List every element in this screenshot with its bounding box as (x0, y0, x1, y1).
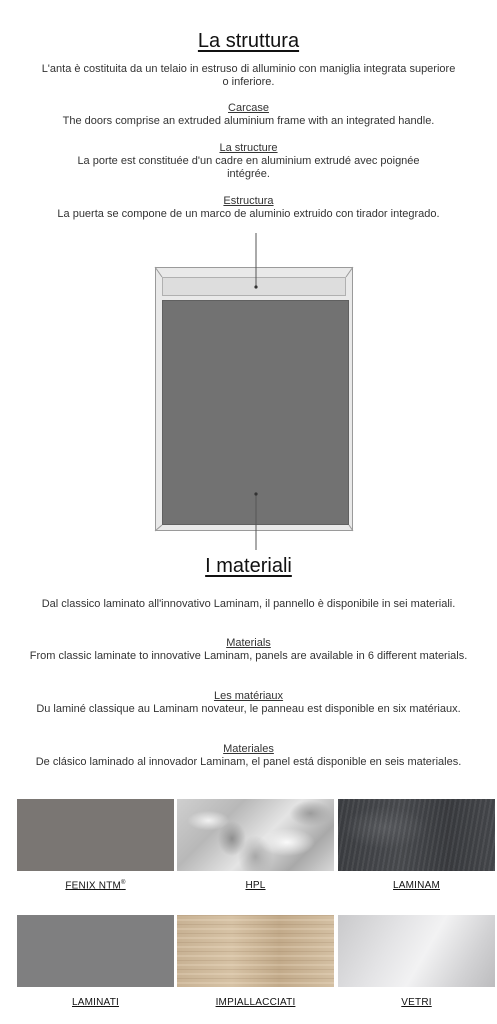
structure-en-paragraph: The doors comprise an extruded aluminium frame with an integrated handle. (62, 115, 435, 127)
swatch-label-laminam[interactable]: LAMINAM (393, 880, 440, 891)
materials-fr-paragraph: Du laminé classique au Laminam novateur, le panneau est disponible en six matériaux. (36, 703, 461, 715)
swatch-label-fenix-registered: ® (121, 880, 126, 886)
door-integrated-handle (162, 277, 346, 296)
door-panel (162, 300, 349, 525)
materials-it-block (20, 598, 477, 611)
structure-fr-block (20, 142, 477, 181)
swatch-laminam[interactable] (338, 799, 495, 871)
structure-title: La struttura (197, 30, 300, 52)
structure-fr-heading: La structure (219, 142, 278, 154)
materials-fr-heading: Les matériaux (213, 690, 284, 702)
materials-en-paragraph: From classic laminate to innovative Laminam, panels are available in 6 different materials. (29, 650, 468, 662)
swatch-label-vetri[interactable]: VETRI (401, 997, 432, 1008)
swatch-label-laminati[interactable]: LAMINATI (72, 997, 119, 1008)
materials-en-heading: Materials (226, 637, 271, 649)
swatch-vetri[interactable] (338, 915, 495, 987)
materials-en-block (20, 637, 477, 663)
swatch-label-fenix-text: FENIX NTM (65, 880, 122, 892)
materials-es-paragraph: De clásico laminado al innovador Laminam, el panel está disponible en seis materiales. (35, 756, 462, 768)
materials-title: I materiali (205, 555, 292, 577)
swatch-fenix-ntm[interactable] (17, 799, 174, 871)
swatch-label-impiallacciati[interactable]: IMPIALLACCIATI (215, 997, 296, 1008)
materials-fr-block (20, 690, 477, 716)
structure-es-block (20, 195, 477, 221)
swatch-laminati[interactable] (17, 915, 174, 987)
structure-es-paragraph: La puerta se compone de un marco de aluminio extruido con tirador integrado. (57, 208, 440, 220)
structure-it-paragraph: L'anta è costituita da un telaio in estruso di alluminio con maniglia integrata superiore o inferiore. (41, 63, 456, 88)
structure-en-heading: Carcase (228, 102, 269, 114)
materials-it-paragraph: Dal classico laminato all'innovativo Laminam, il pannello è disponibile in sei materiali. (41, 598, 456, 610)
swatch-label-hpl[interactable]: HPL (245, 880, 266, 891)
materials-es-heading: Materiales (223, 743, 274, 755)
swatch-impiallacciati[interactable] (177, 915, 334, 987)
structure-en-block (20, 102, 477, 128)
materials-es-block (20, 743, 477, 769)
swatch-hpl[interactable] (177, 799, 334, 871)
structure-es-heading: Estructura (223, 195, 274, 207)
structure-fr-paragraph: La porte est constituée d'un cadre en aluminium extrudé avec poignée intégrée. (77, 155, 420, 180)
swatch-label-fenix-ntm[interactable] (17, 880, 174, 891)
structure-it-text (20, 63, 477, 89)
